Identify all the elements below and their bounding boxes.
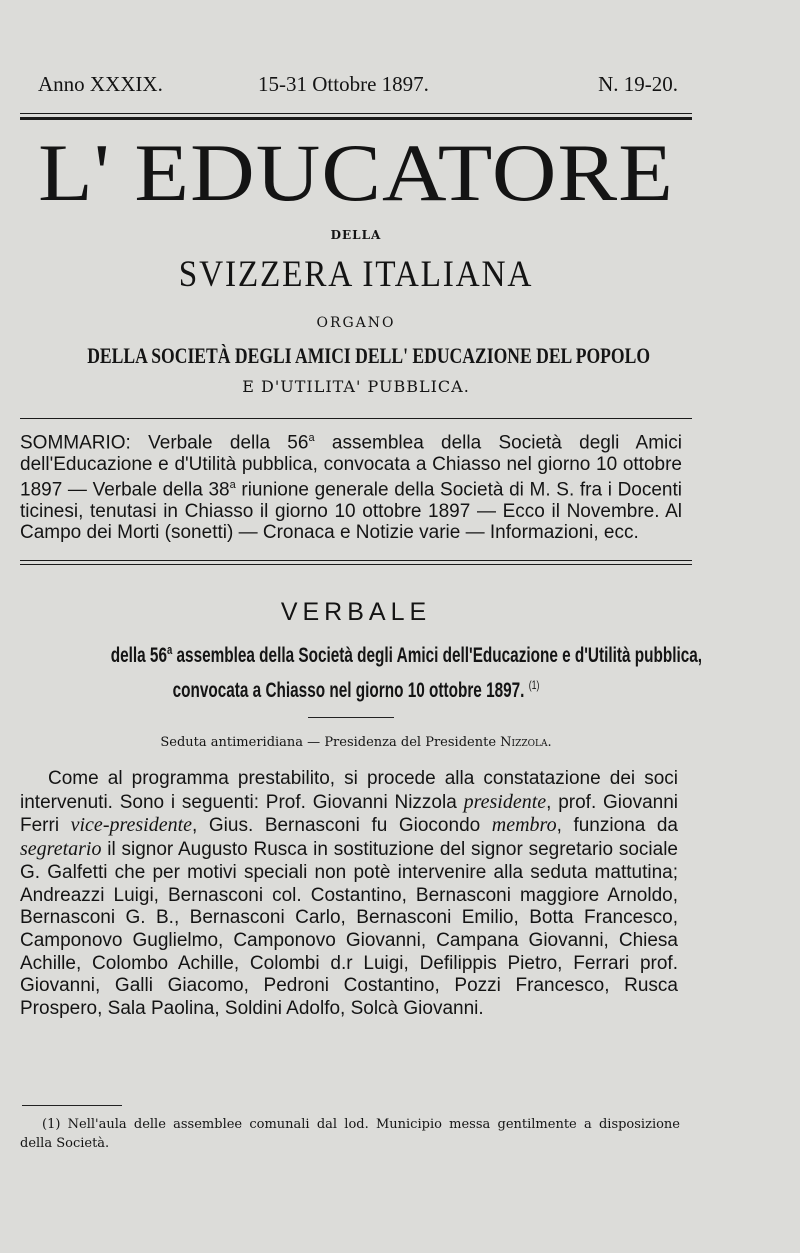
article-subtitle-line1	[110, 642, 703, 668]
summary-text: assemblea della Società degli Amici dell'Educazione e d'Utilità pubblica, convocata a Chiasso nel giorno 10 ottobre 1897 — Verbale della 38	[20, 432, 682, 501]
title-divider	[308, 717, 394, 718]
volume-label: Anno XXXIX.	[38, 72, 163, 96]
top-rule-thin	[20, 113, 692, 114]
issue-number: N. 19-20.	[598, 72, 678, 96]
article-title: VERBALE	[280, 598, 432, 626]
journal-title: L' EDUCATORE	[38, 127, 674, 218]
article-subtitle-text: assemblea della Società degli Amici dell'Educazione e d'Utilità pubblica,	[172, 644, 703, 667]
footnote-rule	[22, 1105, 122, 1106]
footnote-text: (1) Nell'aula delle assemblee comunali dal lod. Municipio messa gentilmente a disposizione della Società.	[20, 1117, 680, 1151]
body-text: il signor Augusto Rusca in sostituzione del signor segretario sociale G. Galfetti che per motivi speciali non potè intervenire alla seduta mattutina; Andreazzi Luigi, Bernasconi col. Costantino, Bernasconi maggiore Arnoldo, Bernasconi G. B., Bernasconi Carlo, Bernasconi Emilio, Botta Francesco, Camponovo Guglielmo, Camponovo Giovanni, Campana Giovanni, Chiesa Achille, Colombo Achille, Colombi d.r Luigi, Defilippis Pietro, Ferrari prof. Giovanni, Galli Giacomo, Pedroni Costantino, Pozzi Francesco, Rusca Prospero, Sala Paolina, Soldini Adolfo, Solcà Giovanni.	[20, 839, 678, 1020]
body-italic: segretario	[20, 838, 102, 861]
article-subtitle-text: della 56	[110, 644, 167, 667]
sommario-bottom-rule-2	[20, 564, 692, 565]
article-subtitle-line2	[111, 678, 602, 703]
journal-organo: ORGANO	[316, 315, 396, 331]
body-text: Come al programma prestabilito, si procede alla constatazione dei soci intervenuti. Sono i seguenti: Prof. Giovanni Nizzola	[20, 768, 678, 813]
sommario-top-rule	[20, 418, 692, 419]
summary-text: riunione generale della Società di M. S. fra i Docenti ticinesi, tenutasi in Chiasso il giorno 10 ottobre 1897 — Ecco il Novembre. Al Campo dei Morti (sonetti) — Cronaca e Notizie varie — Informazioni, ecc.	[20, 479, 682, 543]
body-italic: presidente	[463, 790, 547, 813]
footnote	[20, 1116, 680, 1153]
body-text: , prof. Giovanni Ferri	[20, 791, 678, 837]
journal-della: DELLA	[330, 228, 382, 242]
body-text: , Gius. Bernasconi fu Giocondo	[192, 815, 492, 837]
session-separator: —	[303, 735, 325, 750]
summary-text: Verbale della 56	[130, 432, 309, 454]
footnote-reference: (1)	[528, 678, 540, 692]
session-line	[20, 735, 692, 750]
body-text: , funziona da	[556, 815, 678, 837]
session-type: Seduta antimeridiana	[160, 735, 304, 750]
journal-utility: E D'UTILITA' PUBBLICA.	[242, 377, 470, 396]
session-chair: Presidenza del Presidente	[324, 735, 501, 750]
journal-subtitle: SVIZZERA ITALIANA	[178, 254, 534, 295]
sommario-bottom-rule-1	[20, 560, 692, 561]
summary-superscript: a	[308, 432, 315, 444]
session-chair-name: Nizzola.	[500, 735, 552, 750]
issue-date: 15-31 Ottobre 1897.	[258, 72, 429, 96]
summary-label: SOMMARIO:	[20, 432, 131, 454]
article-subtitle-superscript: a	[166, 642, 173, 657]
body-paragraph	[20, 768, 678, 1021]
article-subtitle-text: convocata a Chiasso nel giorno 10 ottobre 1897.	[172, 679, 525, 702]
summary-superscript: a	[229, 478, 236, 491]
body-italic: vice-presidente	[70, 814, 193, 837]
journal-society: DELLA SOCIETÀ DEGLI AMICI DELL' EDUCAZIONE DEL POPOLO	[87, 343, 651, 368]
summary-block	[20, 428, 682, 543]
body-italic: membro	[491, 814, 557, 837]
article-body	[20, 768, 678, 1021]
top-rule-thick	[20, 117, 692, 120]
